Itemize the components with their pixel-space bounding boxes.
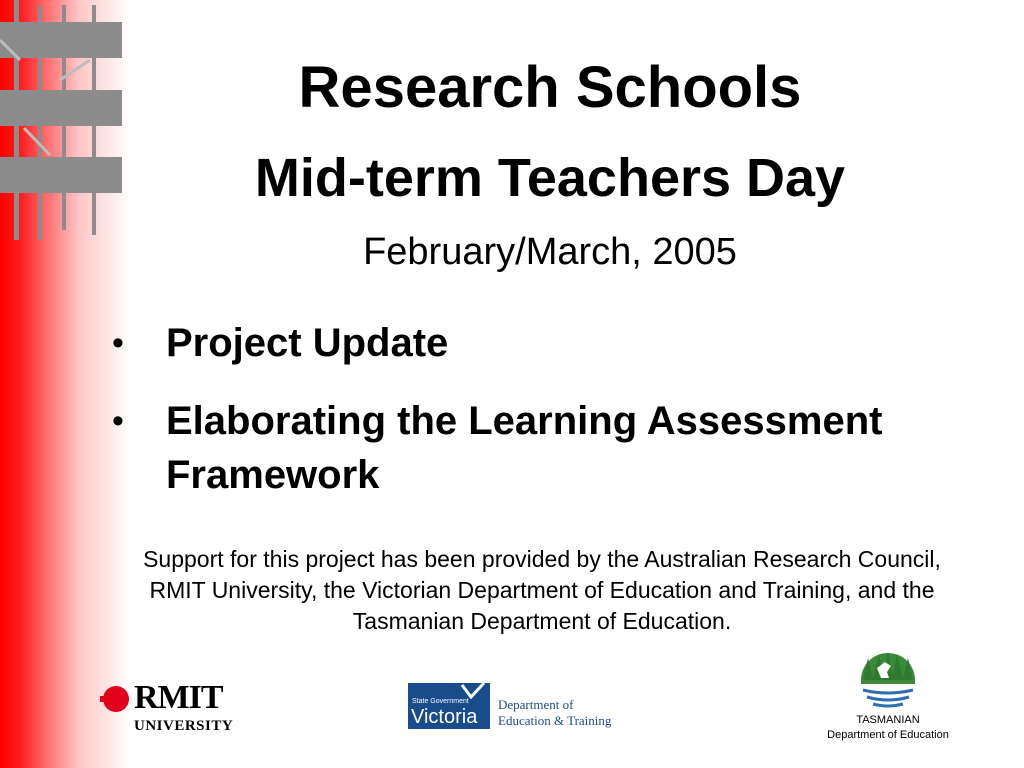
slide-title-line1: Research Schools bbox=[298, 55, 802, 120]
bullet-point: • bbox=[112, 402, 124, 440]
victoria-tag: State Government bbox=[412, 698, 469, 705]
rmit-name: RMIT bbox=[134, 679, 223, 716]
bullet-item bbox=[112, 394, 1002, 502]
tasmania-caption bbox=[820, 713, 956, 743]
tasmania-line1: TASMANIAN bbox=[856, 714, 920, 726]
tasmania-line2: Department of Education bbox=[827, 729, 949, 741]
bullet-text: Elaborating the Learning Assessment Framework bbox=[166, 399, 883, 497]
tasmania-emblem-icon bbox=[853, 650, 923, 710]
tasmania-logo bbox=[820, 650, 956, 746]
rmit-logo bbox=[100, 679, 234, 740]
slide-subtitle-date: February/March, 2005 bbox=[363, 231, 737, 273]
scaffolding-graphic bbox=[0, 0, 130, 245]
victoria-dept-line2: Education & Training bbox=[498, 713, 612, 728]
bullet-point: • bbox=[112, 324, 124, 362]
victoria-dept-line1: Department of bbox=[498, 697, 574, 712]
victoria-name: Victoria bbox=[411, 706, 478, 728]
victoria-tick-icon bbox=[458, 683, 488, 699]
slide-title-line2: Mid-term Teachers Day bbox=[254, 148, 846, 208]
victoria-badge bbox=[408, 683, 490, 729]
bullet-item bbox=[112, 316, 1002, 370]
rmit-subtitle: UNIVERSITY bbox=[134, 718, 234, 734]
support-acknowledgement: Support for this project has been provided by the Australian Research Council, RMIT University, the Victorian Department of Education and Training, and the Tasmanian Department of Education. bbox=[143, 546, 941, 634]
bullet-list bbox=[112, 316, 1002, 502]
rmit-emblem-icon bbox=[100, 682, 130, 718]
bullet-text: Project Update bbox=[166, 321, 449, 365]
victoria-logo bbox=[408, 683, 623, 733]
